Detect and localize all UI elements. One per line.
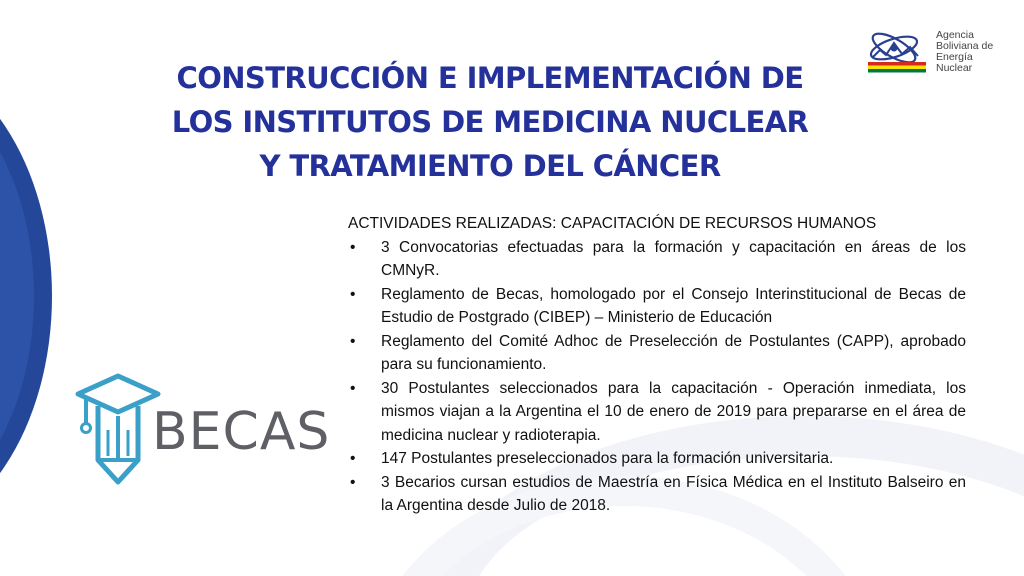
graduation-cap-pencil-icon [74, 372, 164, 492]
list-item [348, 330, 966, 377]
list-item [348, 447, 966, 471]
logo-line-1: Agencia [936, 29, 974, 41]
becas-wordmark: BECAS [152, 402, 331, 462]
logo-line-2: Boliviana de [936, 40, 994, 52]
activities-list [348, 236, 966, 518]
logo-line-3: Energía [936, 51, 973, 63]
bullet-dot: • [350, 379, 356, 397]
bullet-dot: • [350, 473, 356, 491]
title-line-3: Y TRATAMIENTO DEL CÁNCER [259, 149, 721, 183]
aben-atom-logo-icon [866, 28, 932, 74]
logo-line-4: Nuclear [936, 62, 973, 74]
list-item-text: 147 Postulantes preseleccionados para la formación universitaria. [381, 450, 834, 467]
list-item [348, 377, 966, 448]
list-item-text: 30 Postulantes seleccionados para la capacitación - Operación inmediata, los mismos viajan a la Argentina el 10 de enero de 2019 para prepararse en el área de medicina nuclear y radioterapia. [381, 379, 966, 444]
title-line-1: CONSTRUCCIÓN E IMPLEMENTACIÓN DE [176, 61, 804, 95]
bullet-dot: • [350, 332, 356, 350]
aben-logo-text [936, 30, 993, 74]
aben-logo [866, 28, 1016, 76]
list-item [348, 236, 966, 283]
bullet-dot: • [350, 450, 356, 467]
list-item-text: Reglamento del Comité Adhoc de Preselección de Postulantes (CAPP), aprobado para su funcionamiento. [381, 332, 966, 373]
becas-logo [74, 372, 331, 492]
bullet-dot: • [350, 238, 356, 256]
list-item [348, 283, 966, 330]
title-line-2: LOS INSTITUTOS DE MEDICINA NUCLEAR [171, 105, 809, 139]
activities-block [348, 212, 966, 518]
activities-heading: ACTIVIDADES REALIZADAS: CAPACITACIÓN DE RECURSOS HUMANOS [348, 215, 877, 232]
list-item-text: 3 Convocatorias efectuadas para la formación y capacitación en áreas de los CMNyR. [381, 238, 966, 279]
slide-title [110, 56, 870, 188]
bullet-dot: • [350, 285, 356, 303]
list-item [348, 471, 966, 518]
list-item-text: Reglamento de Becas, homologado por el Consejo Interinstitucional de Becas de Estudio de Postgrado (CIBEP) – Ministerio de Educación [381, 285, 966, 326]
list-item-text: 3 Becarios cursan estudios de Maestría en Física Médica en el Instituto Balseiro en la Argentina desde Julio de 2018. [381, 473, 966, 514]
